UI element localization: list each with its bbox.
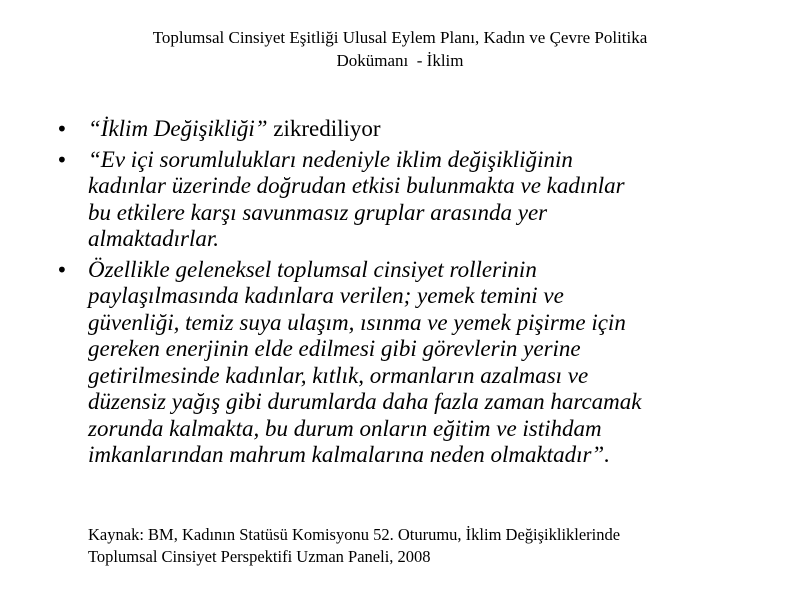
bullet-item-3: [56, 257, 776, 469]
bullet-item-2: [56, 147, 776, 253]
slide-title-line-1: Toplumsal Cinsiyet Eşitliği Ulusal Eylem Planı, Kadın ve Çevre Politika: [152, 28, 648, 47]
bullet-item-1: [56, 116, 776, 143]
bullet-3-line: paylaşılmasında kadınlara verilen; yemek temini ve: [88, 283, 564, 308]
bullet-2-line: almaktadırlar.: [88, 226, 219, 251]
bullet-list: [56, 116, 776, 473]
slide-title: [60, 26, 740, 72]
bullet-2-line: bu etkilere karşı savunmasız gruplar arasında yer: [88, 199, 548, 225]
bullet-3-line: düzensiz yağış gibi durumlarda daha fazla zaman harcamak: [88, 389, 642, 414]
bullet-2-line: kadınlar üzerinde doğrudan etkisi bulunmakta ve kadınlar: [88, 173, 625, 198]
bullet-1-italic-text: “İklim Değişikliği”: [88, 116, 268, 141]
bullet-icon: •: [56, 117, 68, 141]
bullet-3-line: zorunda kalmakta, bu durum onların eğitim ve istihdam: [88, 415, 602, 441]
source-line-1: Kaynak: BM, Kadının Statüsü Komisyonu 52. Oturumu, İklim Değişikliklerinde: [88, 525, 621, 544]
bullet-3-line: güvenliği, temiz suya ulaşım, ısınma ve yemek pişirme için: [88, 309, 626, 335]
slide-title-line-2: Dokümanı - İklim: [336, 51, 464, 70]
bullet-3-line: Özellikle geleneksel toplumsal cinsiyet rollerinin: [88, 256, 537, 282]
bullet-icon: •: [56, 257, 68, 282]
bullet-3-line: gereken enerjinin elde edilmesi gibi görevlerin yerine: [88, 336, 581, 361]
bullet-icon: •: [56, 147, 68, 172]
bullet-3-line: imkanlarından mahrum kalmalarına neden olmaktadır”.: [88, 442, 610, 467]
source-citation: [88, 524, 788, 568]
source-line-2: Toplumsal Cinsiyet Perspektifi Uzman Paneli, 2008: [88, 547, 431, 566]
bullet-1-text: zikrediliyor: [267, 116, 381, 141]
bullet-3-line: getirilmesinde kadınlar, kıtlık, ormanların azalması ve: [88, 362, 589, 388]
bullet-2-line: “Ev içi sorumlulukları nedeniyle iklim değişikliğinin: [88, 146, 573, 172]
